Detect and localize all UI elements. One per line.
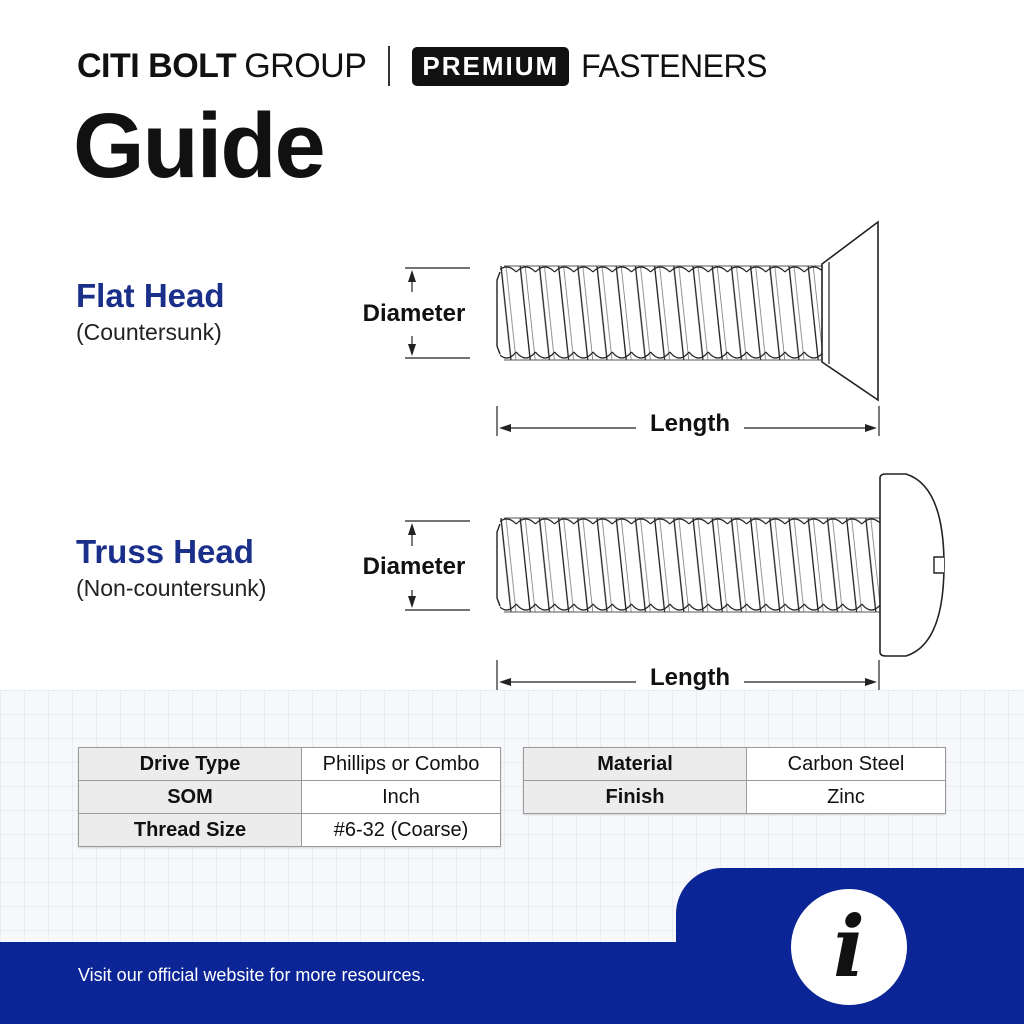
spec-label: Drive Type [79,748,302,781]
table-row [524,781,946,814]
premium-badge: PREMIUM [412,47,569,86]
spec-value: Phillips or Combo [302,748,501,781]
spec-value: #6-32 (Coarse) [302,814,501,847]
truss-head-diameter-label: Diameter [362,553,466,580]
truss-head-thread [500,518,880,612]
spec-label: Finish [524,781,747,814]
spec-table-left [78,747,501,847]
page-title: Guide [73,95,324,197]
spec-value: Zinc [747,781,946,814]
info-icon[interactable] [791,889,907,1005]
table-row [79,814,501,847]
spec-table-right [523,747,946,814]
spec-value: Inch [302,781,501,814]
flat-head-subtitle: (Countersunk) [76,319,222,345]
flat-head-diameter-label: Diameter [362,300,466,327]
table-row [79,748,501,781]
brand-name-bold: CITI BOLT [77,46,237,85]
spec-label: Material [524,748,747,781]
truss-head-length-label: Length [650,664,730,691]
truss-head-screw [497,474,944,656]
countersunk-head [822,222,878,400]
info-icon-glyph: i [833,897,865,996]
spec-value: Carbon Steel [747,748,946,781]
brand-tagline: FASTENERS [581,47,767,84]
flat-head-thread [500,266,822,360]
table-row [524,748,946,781]
flat-head-screw [497,222,878,400]
truss-head-subtitle: (Non-countersunk) [76,575,267,601]
truss-head-title: Truss Head [76,533,254,570]
brand-name-light: GROUP [244,46,367,85]
flat-head-length-label: Length [650,410,730,437]
table-row [79,781,501,814]
flat-head-title: Flat Head [76,277,225,314]
spec-label: SOM [79,781,302,814]
spec-label: Thread Size [79,814,302,847]
footer-text[interactable]: Visit our official website for more resources. [78,965,426,985]
